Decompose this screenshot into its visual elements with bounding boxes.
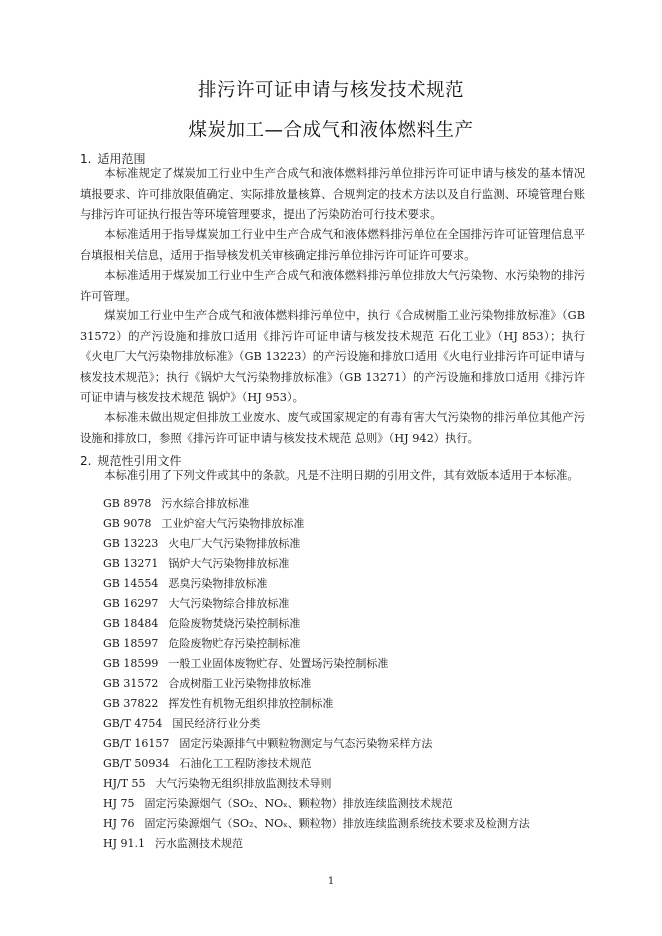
reference-name: 工业炉窑大气污染物排放标准: [161, 517, 305, 530]
reference-code: GB 37822: [103, 697, 159, 710]
reference-item: [103, 515, 304, 531]
section-number: 2.: [80, 454, 92, 468]
reference-code: GB 18599: [103, 657, 159, 670]
reference-code: HJ 75: [103, 797, 135, 810]
reference-name: 合成树脂工业污染物排放标准: [168, 677, 312, 690]
reference-name: 挥发性有机物无组织排放控制标准: [168, 697, 334, 710]
reference-name: 固定污染源烟气（SO₂、NOₓ、颗粒物）排放连续监测技术规范: [144, 797, 453, 810]
reference-name: 一般工业固体废物贮存、处置场污染控制标准: [168, 657, 389, 670]
reference-item: [103, 615, 300, 631]
reference-name: 危险废物焚烧污染控制标准: [168, 617, 301, 630]
reference-item: [103, 495, 249, 511]
section-number: 1.: [80, 152, 92, 166]
reference-name: 大气污染物无组织排放监测技术导则: [155, 777, 332, 790]
paragraph: 本标准适用于煤炭加工行业中生产合成气和液体燃料排污单位排放大气污染物、水污染物的排污许可管理。: [80, 269, 585, 303]
reference-name: 国民经济行业分类: [172, 717, 261, 730]
reference-name: 固定污染源烟气（SO₂、NOₓ、颗粒物）排放连续监测系统技术要求及检测方法: [144, 817, 530, 830]
reference-item: [103, 535, 300, 551]
reference-name: 大气污染物综合排放标准: [168, 597, 290, 610]
reference-name: 危险废物贮存污染控制标准: [168, 637, 301, 650]
reference-item: [103, 595, 289, 611]
reference-item: [103, 575, 267, 591]
reference-code: GB 13223: [103, 537, 159, 550]
paragraph: 本标准适用于指导煤炭加工行业中生产合成气和液体燃料排污单位在全国排污许可证管理信息平台填报相关信息，适用于指导核发机关审核确定排污单位排污许可证许可要求。: [80, 228, 585, 262]
reference-item: [103, 695, 333, 711]
reference-code: HJ 91.1: [103, 837, 145, 850]
document-subtitle: 煤炭加工—合成气和液体燃料生产: [188, 120, 474, 141]
reference-code: GB 31572: [103, 677, 159, 690]
reference-name: 污水监测技术规范: [155, 837, 243, 850]
reference-code: GB 16297: [103, 597, 159, 610]
reference-code: GB 9078: [103, 517, 152, 530]
reference-code: GB 8978: [103, 497, 152, 510]
reference-name: 石油化工工程防渗技术规范: [179, 757, 312, 770]
reference-item: [103, 675, 311, 691]
page-number: 1: [327, 876, 335, 887]
paragraph: 本标准引用了下列文件或其中的条款。凡是不注明日期的引用文件，其有效版本适用于本标准。: [104, 469, 579, 482]
reference-item: [103, 755, 311, 771]
reference-item: [103, 835, 243, 851]
reference-name: 火电厂大气污染物排放标准: [168, 537, 301, 550]
reference-item: [103, 775, 332, 791]
section-title: 规范性引用文件: [97, 454, 182, 468]
reference-name: 恶臭污染物排放标准: [168, 577, 268, 590]
reference-code: GB/T 50934: [103, 757, 170, 770]
reference-item: [103, 555, 289, 571]
reference-code: GB 14554: [103, 577, 159, 590]
paragraph: 本标准未做出规定但排放工业废水、废气或国家规定的有毒有害大气污染物的排污单位其他产污设施和排放口，参照《排污许可证申请与核发技术规范 总则》（HJ 942）执行。: [80, 411, 585, 445]
reference-code: HJ 76: [103, 817, 135, 830]
reference-item: [103, 815, 530, 831]
reference-item: [103, 635, 300, 651]
reference-code: GB 18484: [103, 617, 159, 630]
reference-name: 污水综合排放标准: [161, 497, 250, 510]
reference-item: [103, 795, 453, 811]
reference-code: GB/T 16157: [103, 737, 170, 750]
reference-item: [103, 715, 260, 731]
reference-item: [103, 655, 388, 671]
reference-name: 固定污染源排气中颗粒物测定与气态污染物采样方法: [179, 737, 433, 750]
reference-code: HJ/T 55: [103, 777, 146, 790]
reference-code: GB/T 4754: [103, 717, 163, 730]
document-title: 排污许可证申请与核发技术规范: [197, 80, 464, 101]
paragraph: 本标准规定了煤炭加工行业中生产合成气和液体燃料排污单位排污许可证申请与核发的基本情况填报要求、许可排放限值确定、实际排放量核算、合规判定的技术方法以及自行监测、环境管理台账与排污许可证执行报告等环境管理要求，提出了污染防治可行技术要求。: [80, 167, 585, 221]
paragraph: 煤炭加工行业中生产合成气和液体燃料排污单位中，执行《合成树脂工业污染物排放标准》（GB 31572）的产污设施和排放口适用《排污许可证申请与核发技术规范 石化工业》（HJ 853）；执行《火电厂大气污染物排放标准》（GB 13223）的产污设施和排放口适用《火电行业排污许可证申请与核发技术规范》；执行《锅炉大气污染物排放标准》（GB 13271）的产污设施和排放口适用《排污许可证申请与核发技术规范 锅炉》（HJ 953）。: [80, 309, 585, 404]
reference-code: GB 13271: [103, 557, 159, 570]
reference-code: GB 18597: [103, 637, 159, 650]
reference-item: [103, 735, 432, 751]
reference-name: 锅炉大气污染物排放标准: [168, 557, 290, 570]
section-title: 适用范围: [97, 152, 146, 166]
